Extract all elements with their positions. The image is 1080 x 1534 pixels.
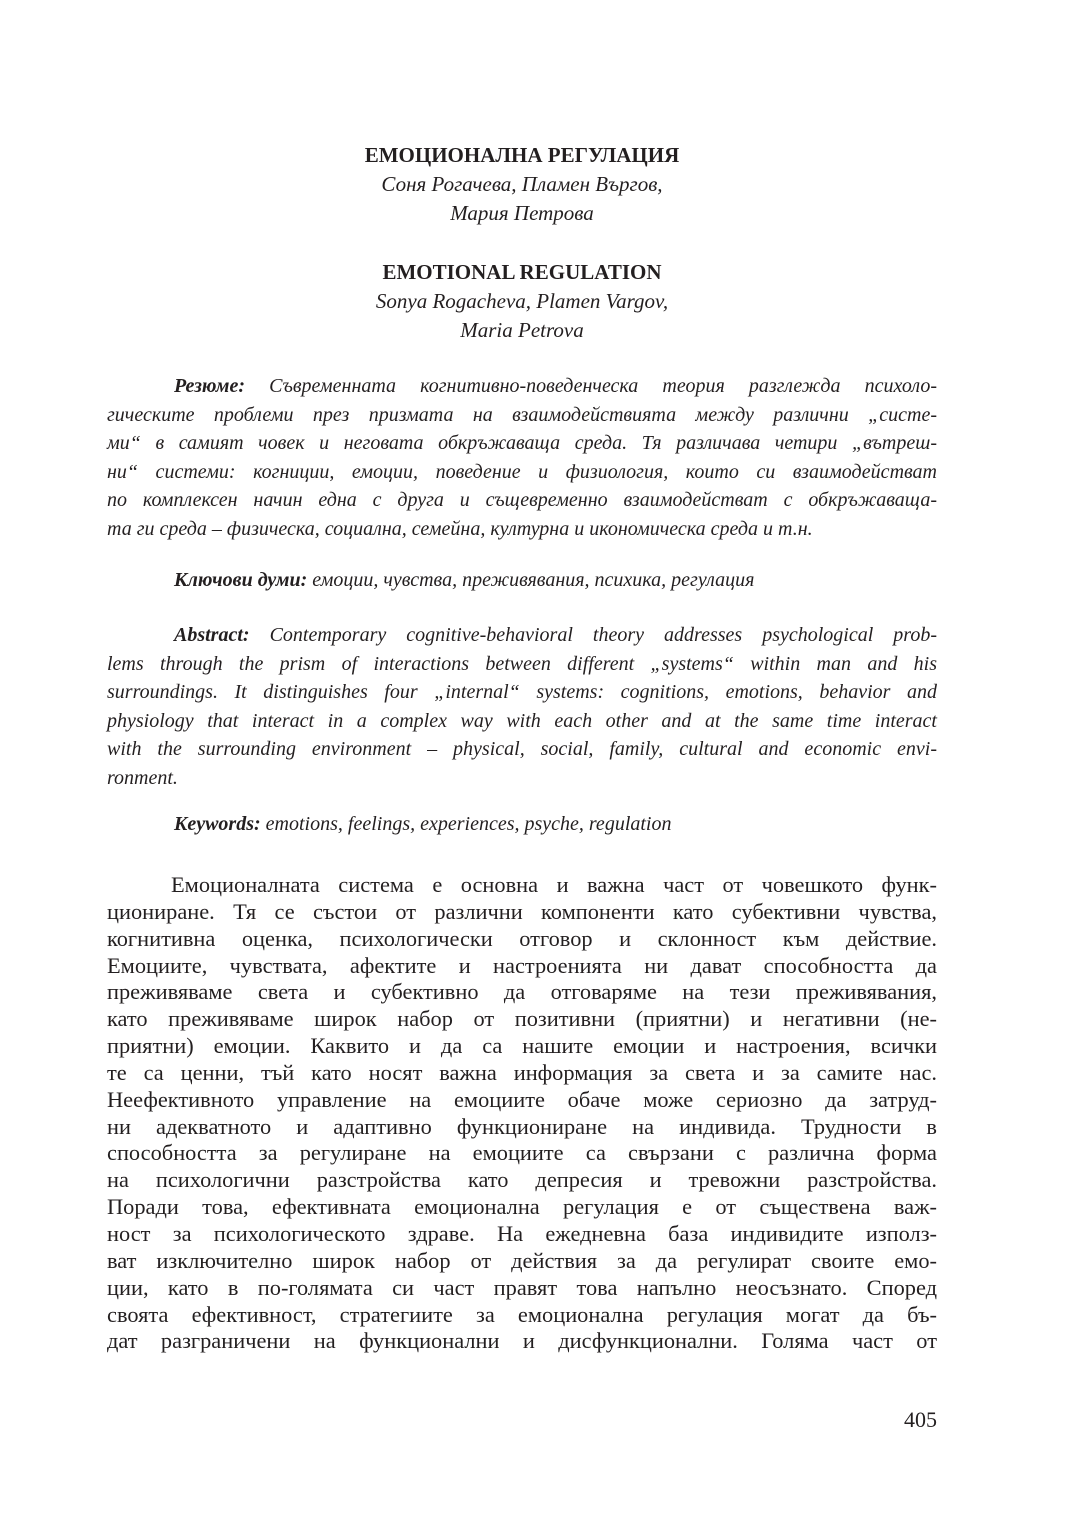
body-line: Емоционалната система е основна и важна част от човешкото функ-: [171, 872, 937, 897]
body-line: циониране. Тя се състои от различни компоненти като субективни чувства,: [107, 898, 937, 924]
title-en: EMOTIONAL REGULATION: [382, 260, 662, 284]
summary-line: гическите проблеми през призмата на взаимодействията между различни „систе-: [107, 403, 937, 426]
body-line: ност за психологическото здраве. На ежедневна база индивидите използ-: [107, 1220, 937, 1246]
summary-label: Резюме:: [174, 375, 245, 397]
body-line: Емоциите, чувствата, афектите и настроенията ни дават способността да: [107, 952, 937, 978]
body-line: ни адекватното и адаптивно функциониране на индивида. Трудности в: [107, 1113, 937, 1139]
abstract-line: with the surrounding environment – physical, social, family, cultural and economic envi-: [107, 738, 937, 761]
keywords-en: [107, 810, 937, 839]
page-number: 405: [904, 1407, 937, 1432]
summary-line: та ги среда – физическа, социална, семейна, културна и икономическа среда и т.н.: [107, 517, 813, 540]
keywords-bg-text: емоции, чувства, преживявания, психика, регулация: [307, 569, 755, 591]
body-line: приятни) емоции. Каквито и да са нашите емоции и настроения, всички: [107, 1033, 937, 1059]
body-line: като преживяваме широк набор от позитивни (приятни) и негативни (не-: [107, 1006, 937, 1032]
authors-en-line: Sonya Rogacheva, Plamen Vargov,: [375, 289, 669, 313]
title-block-en: [107, 258, 937, 345]
authors-en-line: Maria Petrova: [460, 318, 584, 342]
keywords-en-text: emotions, feelings, experiences, psyche, regulation: [260, 813, 672, 835]
summary-line: ми“ в самият човек и неговата обкръжаваща среда. Тя различава четири „вътреш-: [107, 432, 937, 455]
abstract-line: surroundings. It distinguishes four „internal“ systems: cognitions, emotions, behavior and: [107, 681, 937, 704]
summary-line: по комплексен начин една с друга и същевременно взаимодействат с обкръжаваща-: [107, 489, 937, 512]
body-line: преживяваме света и субективно да отговаряме на тези преживявания,: [107, 979, 937, 1005]
body-text: [107, 872, 937, 1355]
body-line: дат разграничени на функционални и дисфункционални. Голяма част от: [107, 1328, 937, 1354]
abstract-en: [107, 621, 937, 793]
body-line: ват изключително широк набор от действия за да регулират своите емо-: [107, 1247, 937, 1273]
abstract-line: Contemporary cognitive-behavioral theory addresses psychological prob-: [249, 624, 937, 646]
body-line: когнитивна оценка, психологически отговор и склонност към действие.: [107, 925, 937, 951]
abstract-label: Abstract:: [174, 624, 250, 646]
summary-bg: [107, 372, 937, 544]
summary-line: ни“ системи: когниции, емоции, поведение и физиология, които си взаимодействат: [107, 460, 937, 483]
abstract-line: physiology that interact in a complex way with each other and at the same time interact: [107, 709, 937, 732]
body-line: ции, като в по-голямата си част правят това напълно неосъзнато. Според: [107, 1274, 937, 1300]
authors-bg-line: Соня Рогачева, Пламен Въргов,: [381, 172, 663, 196]
body-line: Неефективното управление на емоциите обаче може сериозно да затруд-: [107, 1086, 937, 1112]
summary-line: Съвременната когнитивно-поведенческа теория разглежда психоло-: [245, 375, 937, 397]
authors-bg-line: Мария Петрова: [450, 201, 594, 225]
body-line: способността за регулиране на емоциите са свързани с различна форма: [107, 1140, 937, 1166]
keywords-bg-label: Ключови думи:: [174, 569, 308, 591]
title-bg: ЕМОЦИОНАЛНА РЕГУЛАЦИЯ: [364, 143, 680, 167]
body-line: те са ценни, тъй като носят важна информация за света и за самите нас.: [107, 1059, 937, 1085]
body-line: своята ефективност, стратегиите за емоционална регулация могат да бъ-: [107, 1301, 937, 1327]
body-line: Поради това, ефективната емоционална регулация е от съществена важ-: [107, 1194, 937, 1220]
keywords-en-label: Keywords:: [174, 813, 261, 835]
keywords-bg: [107, 566, 937, 595]
body-line: на психологични разстройства като депресия и тревожни разстройства.: [107, 1167, 937, 1193]
abstract-line: ronment.: [107, 766, 178, 789]
title-block-bg: [107, 141, 937, 228]
abstract-line: lems through the prism of interactions between different „systems“ within man and his: [107, 652, 937, 675]
